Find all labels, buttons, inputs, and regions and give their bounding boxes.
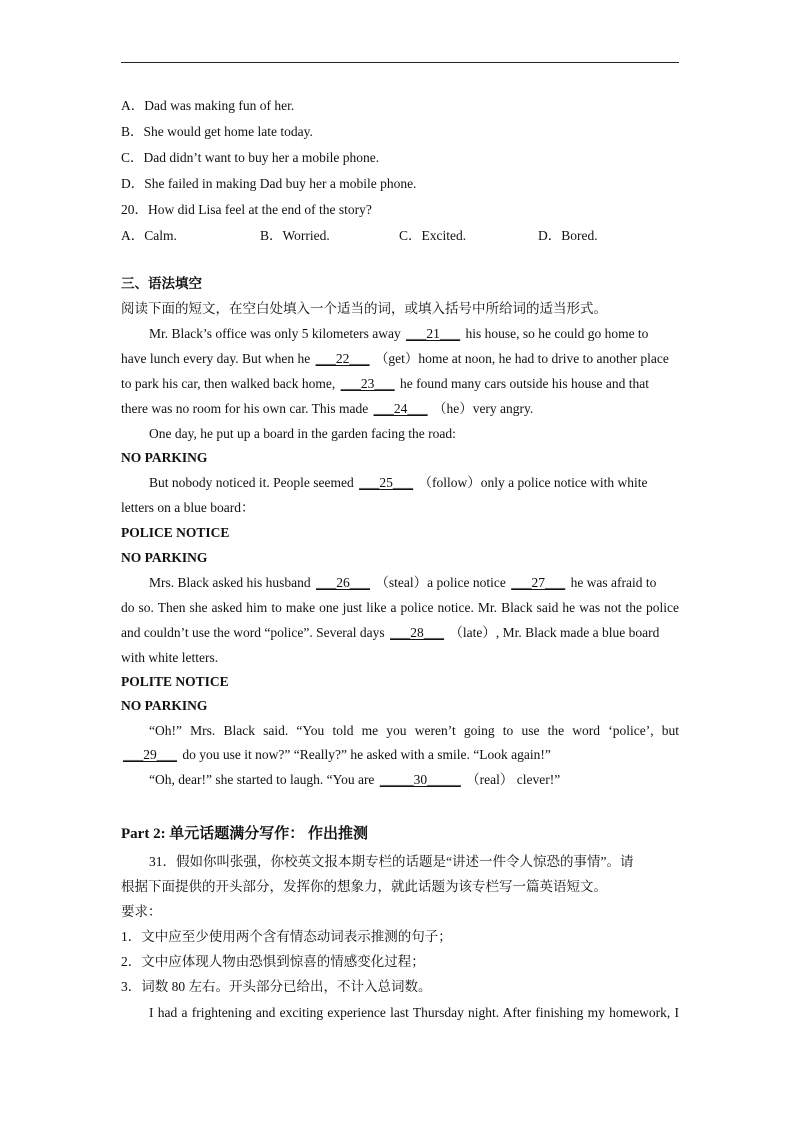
- passage-text: （late）, Mr. Black made a blue board: [449, 625, 660, 640]
- passage-line-13: [121, 746, 551, 764]
- part2-title: Part 2: 单元话题满分写作： 作出推测: [121, 826, 369, 842]
- blank-24: ___24___: [373, 401, 428, 416]
- passage-line-1: [149, 325, 648, 343]
- passage-text: he found many cars outside his house and that: [400, 376, 649, 391]
- passage-line-12: “Oh!” Mrs. Black said. “You told me you weren’t going to use the word ‘police’, but: [149, 723, 679, 738]
- sign-police-notice: POLICE NOTICE: [121, 525, 230, 540]
- passage-line-7: letters on a blue board：: [121, 500, 255, 515]
- passage-text: Mr. Black’s office was only 5 kilometers away: [149, 326, 401, 341]
- passage-line-6: [149, 474, 648, 492]
- q19-option-a: A．Dad was making fun of her.: [121, 98, 295, 113]
- passage-text: （real） clever!”: [466, 772, 561, 787]
- blank-30: _____30_____: [379, 772, 461, 787]
- header-rule: [121, 62, 679, 63]
- passage-text: （steal）a police notice: [375, 575, 506, 590]
- passage-line-8: [149, 574, 656, 592]
- blank-28: ___28___: [390, 625, 445, 640]
- blank-22: ___22___: [315, 351, 370, 366]
- blank-25: ___25___: [359, 475, 414, 490]
- passage-text: But nobody noticed it. People seemed: [149, 475, 354, 490]
- passage-line-4: [121, 400, 533, 418]
- q20-option-d: D．Bored.: [538, 228, 598, 243]
- q20-option-c: C．Excited.: [399, 228, 467, 243]
- passage-text: Mrs. Black asked his husband: [149, 575, 311, 590]
- blank-29: ___29___: [123, 747, 177, 762]
- requirement-1: 1．文中应至少使用两个含有情态动词表示推测的句子；: [121, 929, 452, 944]
- essay-opening: I had a frightening and exciting experience last Thursday night. After finishing my homework, I: [149, 1005, 679, 1020]
- passage-text: there was no room for his own car. This made: [121, 401, 369, 416]
- blank-23: ___23___: [340, 376, 395, 391]
- sign-no-parking-2: NO PARKING: [121, 550, 208, 565]
- q19-option-c: C．Dad didn’t want to buy her a mobile phone.: [121, 150, 380, 165]
- passage-line-11: with white letters.: [121, 650, 219, 665]
- blank-27: ___27___: [511, 575, 566, 590]
- passage-text: have lunch every day. But when he: [121, 351, 311, 366]
- q19-option-d: D．She failed in making Dad buy her a mobile phone.: [121, 176, 417, 191]
- q31-line-2: 根据下面提供的开头部分，发挥你的想象力，就此话题为该专栏写一篇英语短文。: [121, 879, 607, 894]
- q19-option-b: B．She would get home late today.: [121, 124, 313, 139]
- passage-text: （he）very angry.: [432, 401, 534, 416]
- requirements-label: 要求：: [121, 904, 162, 919]
- passage-line-3: [121, 375, 649, 393]
- q31-line-1: 31．假如你叫张强，你校英文报本期专栏的话题是“讲述一件令人惊恐的事情”。请: [149, 854, 634, 869]
- requirement-2: 2．文中应体现人物由恐惧到惊喜的情感变化过程；: [121, 954, 425, 969]
- q20-options: [121, 227, 598, 245]
- blank-26: ___26___: [315, 575, 370, 590]
- section3-instruction: 阅读下面的短文，在空白处填入一个适当的词，或填入括号中所给词的适当形式。: [121, 301, 607, 316]
- q20-option-a: A．Calm.: [121, 228, 177, 243]
- passage-line-9: do so. Then she asked him to make one just like a police notice. Mr. Black said he was not the police: [121, 600, 679, 615]
- passage-text: his house, so he could go home to: [465, 326, 649, 341]
- passage-line-14: [149, 771, 560, 789]
- q20-question: 20．How did Lisa feel at the end of the story?: [121, 202, 372, 217]
- blank-21: ___21___: [406, 326, 461, 341]
- passage-line-10: [121, 624, 659, 642]
- sign-no-parking-3: NO PARKING: [121, 698, 208, 713]
- passage-text: to park his car, then walked back home,: [121, 376, 336, 391]
- section3-title: 三、语法填空: [121, 276, 202, 291]
- sign-polite-notice: POLITE NOTICE: [121, 674, 229, 689]
- passage-text: （get）home at noon, he had to drive to another place: [374, 351, 669, 366]
- passage-text: do you use it now?” “Really?” he asked with a smile. “Look again!”: [182, 747, 551, 762]
- q20-option-b: B．Worried.: [260, 228, 330, 243]
- passage-text: “Oh, dear!” she started to laugh. “You are: [149, 772, 375, 787]
- passage-line-5: One day, he put up a board in the garden facing the road:: [149, 426, 456, 441]
- passage-line-2: [121, 350, 669, 368]
- sign-no-parking-1: NO PARKING: [121, 450, 208, 465]
- passage-text: and couldn’t use the word “police”. Several days: [121, 625, 385, 640]
- passage-text: （follow）only a police notice with white: [418, 475, 648, 490]
- passage-text: he was afraid to: [570, 575, 657, 590]
- requirement-3: 3．词数 80 左右。开头部分已给出，不计入总词数。: [121, 979, 432, 994]
